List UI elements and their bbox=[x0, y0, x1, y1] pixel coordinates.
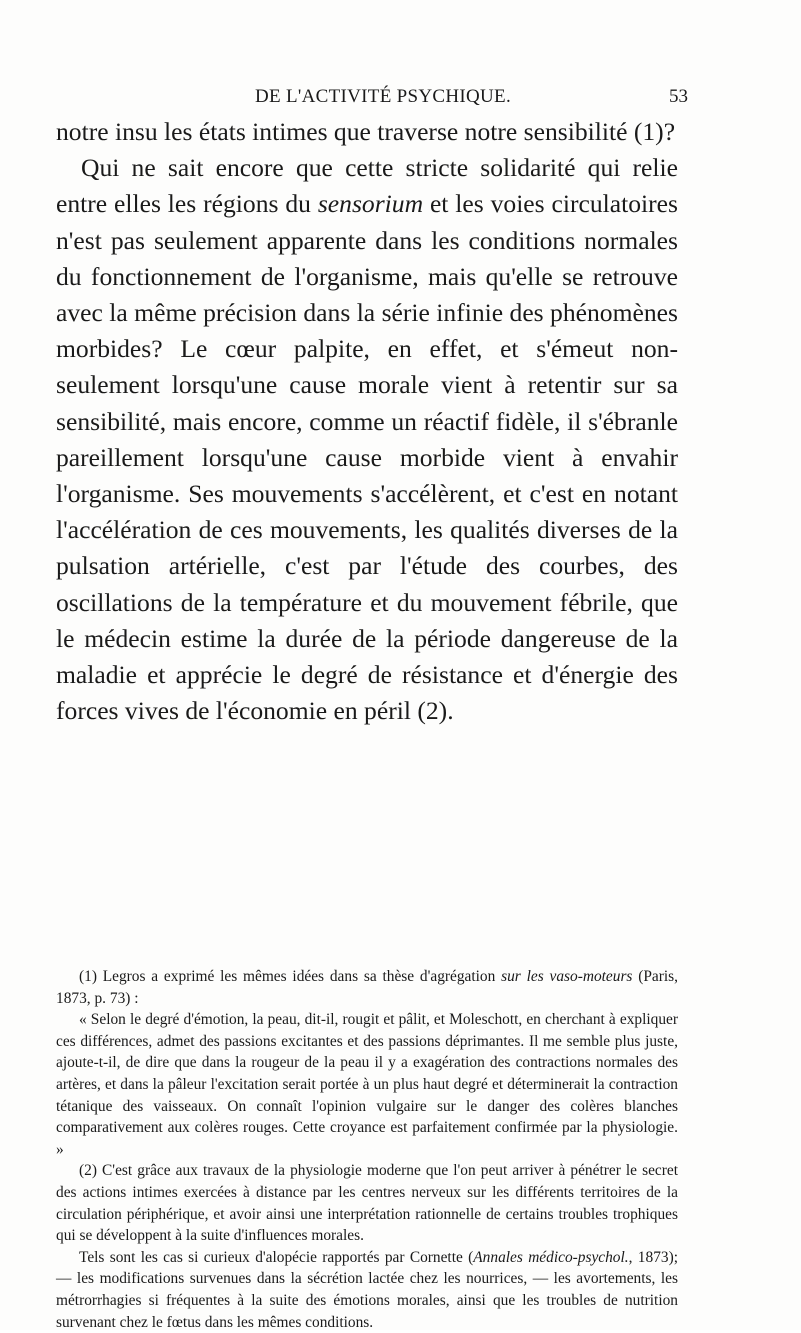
footnotes bbox=[56, 966, 678, 1333]
page-header bbox=[0, 86, 801, 110]
paragraph-continued: notre insu les états intimes que traverse notre sensibilité (1)? bbox=[56, 117, 676, 146]
page-number: 53 bbox=[669, 86, 688, 107]
paragraph-text: et les voies circulatoires n'est pas seulement apparente dans les conditions normales du fonctionnement de l'organisme, mais qu'elle se retrouve avec la même précision dans la série infinie des phénomènes morbides? Le cœur palpite, en effet, et s'émeut non-seulement lorsqu'une cause morale vient à retentir sur sa sensibilité, mais encore, comme un réactif fidèle, il s'ébranle pareillement lorsqu'une cause morbide vient à envahir l'organisme. Ses mouvements s'accélèrent, et c'est en notant l'accélération de ces mouvements, les qualités diverses de la pulsation artérielle, c'est par l'étude des courbes, des oscillations de la température et du mouvement fébrile, que le médecin estime la durée de la période dangereuse de la maladie et apprécie le degré de résistance et d'énergie des forces vives de l'économie en péril (2). bbox=[56, 189, 678, 726]
running-title: DE L'ACTIVITÉ PSYCHIQUE. bbox=[255, 86, 512, 107]
footnote-2: (2) C'est grâce aux travaux de la physiologie moderne que l'on peut arriver à pénétrer le secret des actions intimes exercées à distance par les centres nerveux sur les différents territoires de la circulation périphérique, et avoir ainsi une interprétation rationnelle de certains troubles trophiques qui se développent à la suite d'influences morales. bbox=[56, 1162, 678, 1245]
footnote-text: , 1873); — les modifications survenues dans la sécrétion lactée chez les nourrices, — les avortements, les métrorrhagies si fréquentes à la suite des émotions morales, ainsi que les troubles de nutrition survenant chez le fœtus dans les mêmes conditions. bbox=[56, 1248, 678, 1331]
footnote-1 bbox=[56, 966, 678, 1009]
footnote-text: (Paris, 1873, p. 73) : bbox=[56, 968, 678, 1007]
paragraph bbox=[56, 150, 678, 729]
footnote-italic: sur les vaso-moteurs bbox=[501, 968, 633, 985]
footnote-1-quote: « Selon le degré d'émotion, la peau, dit-il, rougit et pâlit, et Moleschott, en cherchant à expliquer ces différences, admet des passions excitantes et des passions déprimantes. Il me semble plus juste, ajoute-t-il, de dire que dans la rougeur de la peau il y a exagération des contractions normales des artères, et dans la pâleur l'excitation serait portée à un plus haut degré et déterminerait la contraction tétanique des vaisseaux. On connaît l'opinion vulgaire sur le danger des colères blanches comparativement aux colères rouges. Cette croyance est parfaitement confirmée par la physiologie. » bbox=[56, 1011, 678, 1158]
footnote-text: (1) Legros a exprimé les mêmes idées dans sa thèse d'agrégation bbox=[79, 968, 502, 985]
footnote-italic: Annales médico-psychol. bbox=[473, 1248, 629, 1266]
main-text bbox=[56, 114, 678, 729]
footnote-text: Tels sont les cas si curieux d'alopécie rapportés par Cornette ( bbox=[79, 1248, 474, 1266]
paragraph-text: Qui ne sait encore que cette stricte solidarité qui relie entre elles les régions du bbox=[56, 153, 678, 219]
footnote-2-continued bbox=[56, 1247, 678, 1333]
italic-term: sensorium bbox=[317, 189, 424, 219]
